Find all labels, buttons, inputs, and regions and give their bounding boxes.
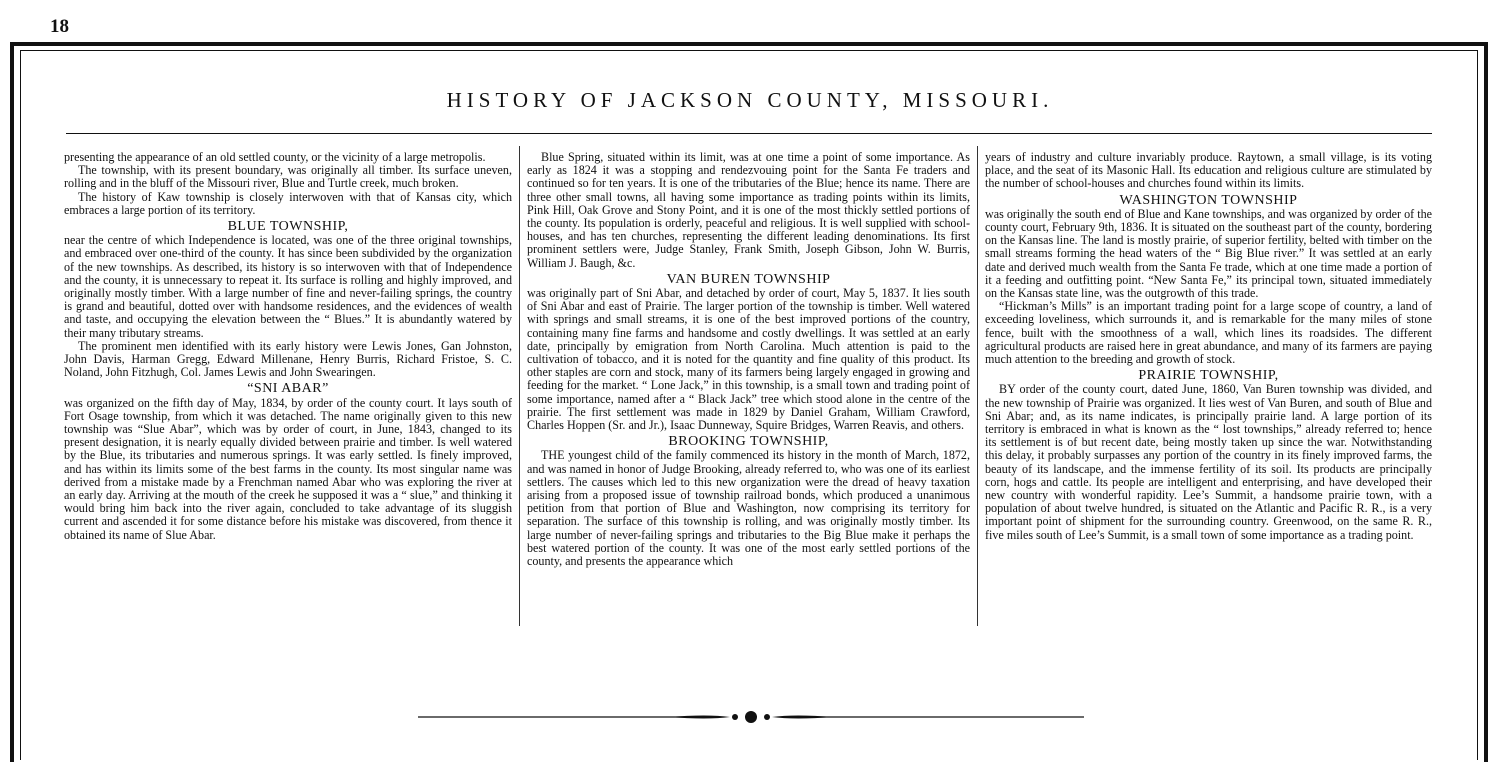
paragraph: The township, with its present boundary, was originally all timber. Its surface uneven, rolling and in the bluff of the Missouri river, Blue and Turtle creek, much broken. <box>64 163 512 191</box>
paragraph: near the centre of which Independence is located, was one of the three original townships, and embraced over one-third of the county. It has since been subdivided by the organization of the new townships. As described, its history is so interwoven with that of Independence and the county, it is unnecessary to repeat it. Its surface is rolling and highly improved, and originally mostly timber. With a large number of fine and never-failing springs, the country is grand and beautiful, dotted over with handsome residences, and the evidences of wealth and taste, and occupying the elevation between the “ Blues.” It is abundantly watered by their many tributary streams. <box>64 233 512 340</box>
text-column-2 <box>527 151 970 631</box>
section-heading: BROOKING TOWNSHIP, <box>668 434 829 450</box>
text-column-3 <box>985 151 1432 631</box>
section-heading: PRAIRIE TOWNSHIP, <box>1138 368 1279 384</box>
section-heading: VAN BUREN TOWNSHIP <box>666 271 831 287</box>
section-heading: “SNI ABAR” <box>247 381 329 397</box>
paragraph: The prominent men identified with its early history were Lewis Jones, Gan Johnston, John Davis, Harman Gregg, Edward Millenane, Henry Burris, Richard Fristoe, S. C. Noland, John Fitzhugh, Col. James Lewis and John Swearingen. <box>64 338 512 380</box>
paragraph: BY order of the county court, dated June, 1860, Van Buren township was divided, and the new township of Prairie was organized. It lies west of Van Buren, and south of Blue and Sni Abar; and, as its name indicates, is principally prairie land. A large portion of its territory is embraced in what is known as the “ lost townships,” already referred to; hence its settlement is of but recent date, being mostly taken up since the war. Notwithstanding this delay, it probably surpasses any portion of the country in its finely improved farms, the beauty of its landscape, and the immense fertility of its soil. Its products are principally corn, hogs and cattle. Its people are intelligent and enterprising, and have developed their new country with wonderful rapidity. Lee’s Summit, a handsome prairie town, with a population of about twelve hundred, is situated on the Atlantic and Pacific R. R., is a very important point of shipment for the surrounding country. Greenwood, on the same R. R., five miles south of Lee’s Summit, is a small town of some importance as a trading point. <box>985 382 1432 542</box>
page-title: HISTORY OF JACKSON COUNTY, MISSOURI. <box>446 88 1054 112</box>
ornament-divider <box>418 708 1084 726</box>
column-divider <box>519 146 520 626</box>
page-number: 18 <box>50 16 69 37</box>
paragraph: years of industry and culture invariably produce. Raytown, a small village, is its voting place, and the seat of its Masonic Hall. Its education and religious culture are stimulated by the number of school-houses and churches found within its limits. <box>985 151 1432 191</box>
paragraph: was organized on the fifth day of May, 1834, by order of the county court. It lays south of Fort Osage township, from which it was detached. The name originally given to this new township was “Slue Abar”, which was by order of court, in June, 1843, changed to its present designation, it is nearly equally divided between prairie and timber. Is well watered by the Blue, its tributaries and numerous springs. It was early settled. Is finely improved, and has within its limits some of the best farms in the county. Its most singular name was derived from a mistake made by a Frenchman named Abar who was exploring the river at an early day. Arriving at the mouth of the creek he supposed it was a “ slue,” and thinking it would bring him back into the river again, concluded to take advantage of its sluggish current and ascended it for some distance before his mistake was discovered, from thence it obtained its name of Slue Abar. <box>64 395 512 542</box>
title-divider <box>66 133 1432 134</box>
paragraph: THE youngest child of the family commenced its history in the month of March, 1872, and was named in honor of Judge Brooking, already referred to, who was one of its earliest settlers. The causes which led to this new organization were the dread of heavy taxation arising from a proposed issue of township railroad bonds, which produced a unanimous petition from that portion of Blue and Washington, now comprising its territory for separation. The surface of this township is rolling, and was originally mostly timber. Its large number of never-failing springs and tributaries to the Big Blue make it perhaps the best watered portion of the county. It was one of the most early settled portions of the county, and presents the appearance which <box>527 448 970 569</box>
column-divider <box>977 146 978 626</box>
text-column-1 <box>64 151 512 631</box>
paragraph: presenting the appearance of an old settled county, or the vicinity of a large metropolis. <box>64 151 486 164</box>
paragraph: “Hickman’s Mills” is an important trading point for a large scope of country, a land of exceeding loveliness, which surrounds it, and is remarkable for the many miles of stone fence, built with the smoothness of a wall, which lines its roadsides. The different agricultural products are raised here in great abundance, and many of its farmers are paying much attention to the breeding and growth of stock. <box>985 299 1432 367</box>
paragraph: was originally part of Sni Abar, and detached by order of court, May 5, 1837. It lies south of Sni Abar and east of Prairie. The larger portion of the township is timber. Well watered with springs and small streams, it is one of the best improved portions of the country, containing many fine farms and handsome and costly dwellings. It was settled at an early date, principally by emigration from North Carolina. Much attention is paid to the cultivation of tobacco, and it is noted for the quantity and fine quality of this product. Its other staples are corn and stock, many of its farmers being largely engaged in growing and feeding for the market. “ Lone Jack,” in this township, is a small town and trading point of some importance, named after a “ Black Jack” tree which stood alone in the centre of the prairie. The first settlement was made in 1829 by Daniel Graham, William Crawford, Charles Hoppen (Sr. and Jr.), Isaac Dunneway, Squire Bridges, Warren Reavis, and others. <box>527 286 970 433</box>
paragraph: Blue Spring, situated within its limit, was at one time a point of some importance. As early as 1824 it was a stopping and rendezvouing point for the Santa Fe traders and continued so for ten years. It is one of the tributaries of the Blue; hence its name. There are three other small towns, all having some importance as trading points within its limits, Pink Hill, Oak Grove and Stony Point, and it is one of the most thickly settled portions of the county. Its population is orderly, peaceful and religious. It is well supplied with school-houses, and has ten churches, representing the different leading denominations. Its first prominent settlers were, Judge Stanley, Frank Smith, Joseph Gibson, John W. Burris, William J. Baugh, &c. <box>527 151 970 270</box>
paragraph: The history of Kaw township is closely interwoven with that of Kansas city, which embraces a large portion of its territory. <box>64 189 512 217</box>
section-heading: WASHINGTON TOWNSHIP <box>1119 192 1298 208</box>
section-heading: BLUE TOWNSHIP, <box>227 219 349 235</box>
paragraph: was originally the south end of Blue and Kane townships, and was organized by order of the county court, February 9th, 1836. It is situated on the southeast part of the county, bordering on the Kansas line. The land is mostly prairie, of superior fertility, belted with timber on the small streams forming the head waters of the “ Big Blue river.” It was settled at an early date and derived much wealth from the Santa Fe trade, which at one time made a portion of it a feeding and outfitting point. “New Santa Fe,” its principal town, situated immediately on the Kansas state line, was the outgrowth of this trade. <box>985 206 1432 301</box>
